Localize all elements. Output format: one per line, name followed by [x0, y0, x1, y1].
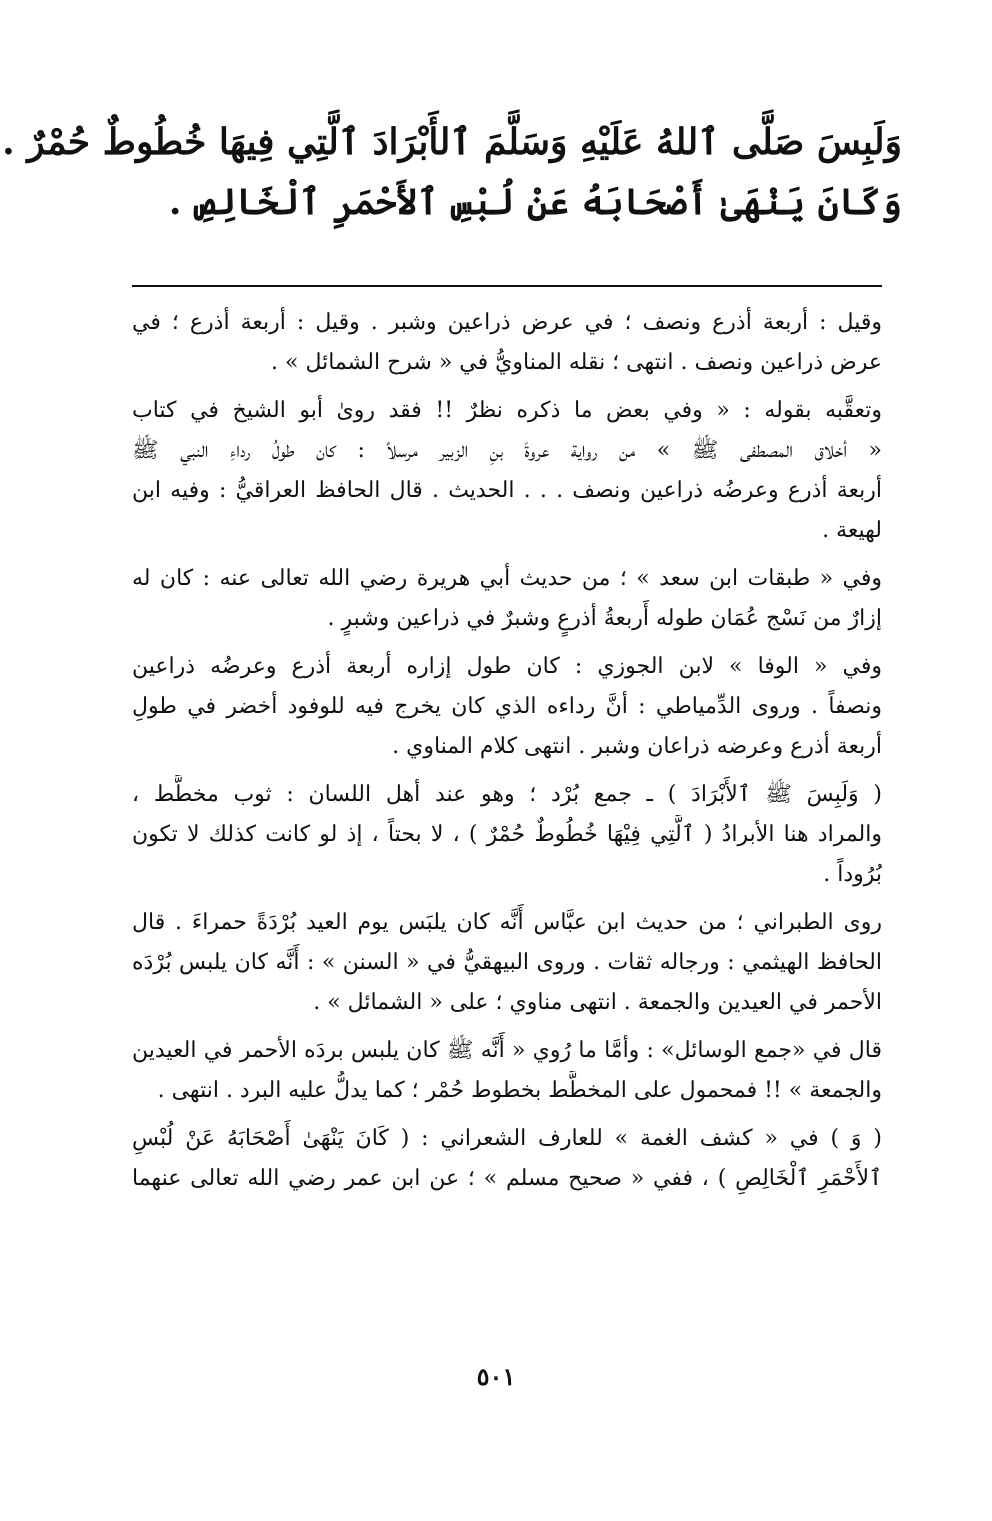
commentary-line: الأحمر في العيدين والجمعة . انتهى مناوي ؛ على « الشمائل » . [313, 990, 882, 1015]
commentary-line: روى الطبراني ؛ من حديث ابن عبَّاس أَنَّه كان يلبَس يوم العيد بُرْدَةً حمراءَ . قال [132, 910, 882, 935]
commentary-line: عرض ذراعين ونصف . انتهى ؛ نقله المناويُّ في « شرح الشمائل » . [271, 350, 882, 375]
commentary-paragraph-5 [132, 775, 882, 895]
commentary-line: ونصفاً . وروى الدِّمياطي : أنَّ رداءه الذي كان يخرج فيه للوفود أخضر في طولِ [132, 694, 882, 719]
commentary-line: ٱلأَحْمَرِ ٱلْخَالِصِ ) ، ففي « صحيح مسلم » ؛ عن ابن عمر رضي الله تعالى عنهما [132, 1166, 882, 1191]
commentary-line: « أخلاق المصطفى ﷺ » من رواية عروةَ بنِ الزبير مرسلاً : كان طولُ رداءِ النبي ﷺ [132, 438, 882, 463]
commentary-line: أربعة أذرع وعرضُه ذراعين ونصف . . . الحديث . قال الحافظ العراقيُّ : وفيه ابن [132, 478, 882, 503]
commentary-paragraph-2 [132, 391, 882, 551]
commentary-line: لهيعة . [822, 518, 882, 543]
commentary-line: ( وَلَبِسَ ﷺ ٱلأَبْرَادَ ) ـ جمع بُرْد ؛ وهو عند أهل اللسان : ثوب مخطَّط ، [132, 782, 882, 807]
commentary-paragraph-4 [132, 647, 882, 767]
hadith-line-2: وَكَانَ يَنْهَىٰ أَصْحَابَهُ عَنْ لُبْسِ ٱلأَحْمَرِ ٱلْخَالِصِ . [168, 181, 902, 223]
commentary-paragraph-6 [132, 903, 882, 1023]
commentary-line: أربعة أذرع وعرضه ذراعان وشبر . انتهى كلام المناوي . [392, 734, 882, 759]
commentary-paragraph-1 [132, 303, 882, 383]
commentary-line: ( وَ ) في « كشف الغمة » للعارف الشعراني : ( كَانَ يَنْهَىٰ أَصْحَابَهُ عَنْ لُبْسِ [132, 1126, 882, 1151]
commentary-line: وتعقَّبه بقوله : « وفي بعض ما ذكره نظرٌ !! فقد روىٰ أبو الشيخ في كتاب [132, 398, 882, 423]
commentary-line: والجمعة » !! فمحمول على المخطَّط بخطوط حُمْر ؛ كما يدلُّ عليه البرد . انتهى . [157, 1078, 882, 1103]
commentary-line: إزارٌ من نَسْج عُمَان طوله أَربعةُ أذرعٍ وشبرٌ في ذراعين وشبرٍ . [327, 606, 882, 631]
commentary-line: الحافظ الهيثمي : ورجاله ثقات . وروى البيهقيُّ في « السنن » : أَنَّه كان يلبس بُرْدَه [132, 950, 882, 975]
commentary-line: قال في «جمع الوسائل» : وأمَّا ما رُوي « أَنَّه ﷺ كان يلبس بردَه الأحمر في العيدين [132, 1038, 882, 1063]
commentary-line: بُرُوداً . [823, 862, 882, 887]
commentary-line: وقيل : أربعة أذرع ونصف ؛ في عرض ذراعين وشبر . وقيل : أربعة أذرع ؛ في [132, 310, 882, 335]
page-number: ٥٠١ [476, 1362, 516, 1391]
hadith-line-1: وَلَبِسَ صَلَّى ٱللهُ عَلَيْهِ وَسَلَّمَ ٱلأَبْرَادَ ٱلَّتِي فِيهَا خُطُوطٌ حُمْرٌ . [2, 121, 902, 163]
commentary-block [132, 303, 882, 1207]
commentary-paragraph-8 [132, 1119, 882, 1199]
commentary-paragraph-7 [132, 1031, 882, 1111]
commentary-line: والمراد هنا الأبرادُ ( ٱلَّتِي فِيْهَا خُطُوطٌ حُمْرٌ ) ، لا بحتاً ، إذ لو كانت كذلك لا تكون [132, 822, 882, 847]
hadith-text-block [2, 112, 902, 232]
commentary-paragraph-3 [132, 559, 882, 639]
separator-rule [132, 285, 882, 287]
commentary-line: وفي « طبقات ابن سعد » ؛ من حديث أبي هريرة رضي الله تعالى عنه : كان له [132, 566, 882, 591]
commentary-line: وفي « الوفا » لابن الجوزي : كان طول إزاره أربعة أذرع وعرضُه ذراعين [132, 654, 882, 679]
